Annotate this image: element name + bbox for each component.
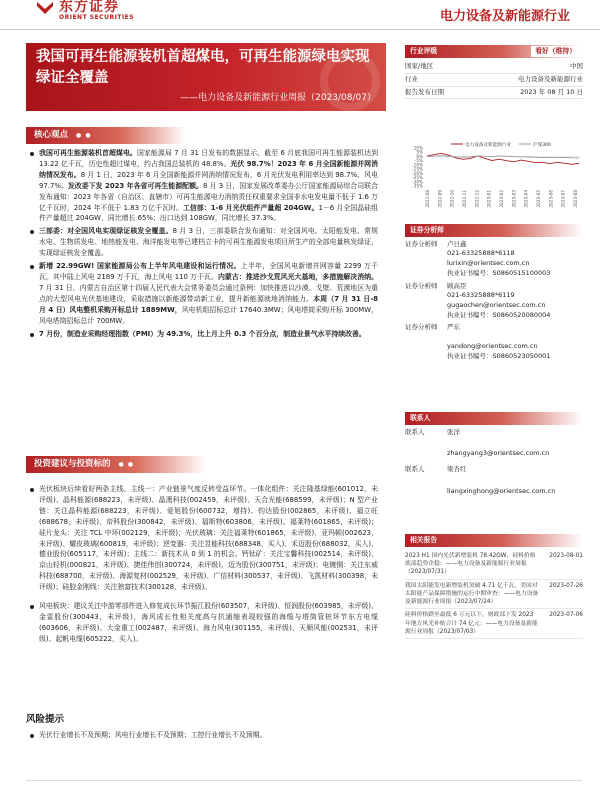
core-paragraph: [30, 329, 378, 340]
contact-list: [405, 428, 583, 496]
contact-card: [405, 428, 583, 459]
analyst-certificate: 执业证书编号：S0860520080004: [447, 310, 551, 319]
analyst-heading: [405, 224, 583, 237]
x-tick-label: 2023-03: [511, 190, 517, 208]
logo-mark-icon: [36, 0, 54, 16]
y-tick-label: -35%: [412, 183, 423, 189]
page-header: [0, 0, 600, 30]
core-paragraph: [30, 226, 378, 259]
highlight-text: 三部委：对全国风电实现绿证核发全覆盖。: [39, 227, 173, 236]
legend-label: 电力设备及新能源行业: [465, 143, 511, 148]
analyst-email[interactable]: lurixin@orientsec.com.cn: [447, 259, 530, 268]
investment-advice-label: 投资建议与投资标的: [34, 459, 111, 470]
related-heading-label: 相关报告: [410, 536, 438, 545]
core-viewpoint-label: 核心观点: [34, 130, 69, 141]
rating-panel: [405, 45, 583, 99]
y-tick-label: -25%: [412, 175, 423, 181]
contact-email[interactable]: liangxinghong@orientsec.com.cn: [447, 486, 556, 495]
body-text: 8 月 3 日，国家发展改革委办公厅国家能源局综合司联合发布通知：2023 年各省（自治区、直辖市）可再生能源电力消纳责任权重要求全国非水电发电量不低于 1.6 万亿千瓦时，2024 年不低于 1.83 万亿千瓦时。: [39, 181, 379, 212]
contact-role: 联系人: [405, 428, 425, 436]
meta-list: [405, 61, 583, 99]
performance-chart: [405, 140, 583, 215]
analyst-panel: [405, 224, 583, 365]
y-tick-label: -15%: [412, 166, 423, 172]
highlight-text: 发改委下发 2023 年各省可再生能源配额。: [67, 181, 203, 190]
body-text: 8 月 3 日，三部委联合发布通知：对全国风电、太阳能发电、常规水电、生物质发电、地热能发电、海洋能发电等已建档立卡的可再生能源发电项目所生产的全部电量核发绿证，实现绿证核发全覆盖。: [39, 227, 379, 258]
related-report-date: 2023-07-06: [549, 612, 583, 619]
meta-key: 国家/地区: [405, 62, 434, 70]
y-tick-label: -10%: [412, 162, 423, 168]
highlight-text: 我国可再生能源装机首超煤电。: [39, 149, 137, 157]
advice-paragraph: 风电板块：建议关注中游零部件进入修复成长环节振江股份(603507，未评级)、恒润股份(603985，未评级)、金雷股份(300443，未评级)，海风成长性相关度高与抗通缩表现较强的海缆与塔筒管桩环节东方电缆(603606，未评级)、大金重工(002487，未评级)、海力风电(301155，未评级)、天顺风能(002531，未评级)、起帆电缆(605222，买入)。: [30, 601, 378, 645]
body-text: 1－6 月全国晶硅组件产量超过 204GW，同比增长 65%；出口达到 108GW，同比增长 37.3%。: [39, 203, 379, 223]
x-tick-label: 2022-11: [462, 190, 467, 208]
contact-panel: [405, 412, 583, 502]
analyst-role: 证券分析师: [405, 240, 438, 248]
analyst-name: 严东: [447, 323, 460, 332]
body-text: 上半年，全国风电新增并网容量 2299 万千瓦。其中陆上风电 2189 万千瓦，海上风电 110 万千瓦。: [39, 262, 378, 281]
y-tick-label: -30%: [412, 179, 423, 185]
meta-row: [405, 74, 583, 87]
x-tick-label: 2022-12: [474, 190, 480, 208]
x-tick-label: 2022-08: [425, 190, 430, 208]
analyst-card: [405, 282, 583, 321]
y-tick-label: 10%: [413, 145, 423, 151]
related-report-date: 2023-07-26: [549, 582, 583, 589]
highlight-text: 光伏 98.7%！2023 年 6 月全国新能源并网消纳情况发布。: [39, 159, 378, 179]
related-report-item[interactable]: [405, 609, 583, 639]
related-heading: [405, 534, 583, 547]
related-list: [405, 550, 583, 639]
highlight-text: 工信部：1-6 月光伏组件产量超 204GW。: [182, 203, 319, 212]
x-tick-label: 2023-01: [486, 190, 492, 208]
related-report-title[interactable]: 硅料价格跌至最低 6 万元以下，财政部下发 2023 年地方风光补贴合计 74 亿元：——电力设备及新能源行业周报（2023/07/03）: [405, 612, 538, 635]
rating-bar: [405, 45, 583, 58]
heading-dots-icon: ● ●: [118, 461, 135, 468]
meta-key: 报告发布日期: [405, 87, 444, 96]
contact-heading: [405, 412, 583, 425]
x-tick-label: 2023-04: [523, 190, 529, 208]
analyst-name: 顾高臣: [447, 281, 467, 290]
contact-header: [405, 465, 583, 474]
contact-heading-label: 联系人: [410, 414, 431, 423]
rating-label: 行业评级: [410, 47, 438, 56]
meta-value: 中国: [570, 62, 583, 70]
legend-label: 沪深300: [533, 143, 551, 148]
series-line: [427, 153, 579, 164]
analyst-phone: 021-63325888*6119: [447, 291, 515, 300]
related-report-date: 2023-08-01: [549, 553, 583, 559]
body-text: 8 月 1 日，2023 年 6 月全国新能源并网消纳情况发布，6 月光伏发电利用率达到 98.7%、风电 97.7%。: [39, 170, 379, 190]
heading-dots-icon: ● ●: [76, 132, 92, 139]
contact-card: [405, 465, 583, 496]
analyst-card: [405, 323, 583, 361]
meta-row: [405, 61, 583, 74]
analyst-phone: 021-63325888*6118: [447, 249, 515, 258]
brand-logo: [36, 0, 134, 21]
meta-key: 行业: [405, 74, 418, 83]
highlight-text: 本周（7 月 31 日-8 月 4 日）风电整机采购开标总计 1889MW，: [39, 294, 379, 314]
x-tick-label: 2022-09: [437, 190, 443, 208]
y-tick-label: -20%: [412, 170, 423, 176]
logo-chinese-name: 东方证券: [59, 0, 119, 15]
highlight-text: 内蒙古：推进沙戈荒风光大基地，多措施解决消纳。: [217, 272, 379, 281]
contact-role: 联系人: [405, 465, 425, 474]
related-report-item[interactable]: [405, 550, 583, 580]
analyst-card: [405, 240, 583, 279]
x-tick-label: 2022-10: [449, 190, 455, 208]
analyst-role: 证券分析师: [405, 323, 438, 332]
core-viewpoint-body: [30, 148, 378, 341]
analyst-header: [405, 282, 583, 291]
investment-advice-heading: [26, 456, 206, 473]
highlight-text: 新增 22.99GW! 国家能源局公布上半年风电建设和运行情况。: [39, 262, 241, 271]
meta-value: 电力设备及新能源行业: [518, 74, 583, 83]
rating-value: 看好（维持）: [531, 46, 580, 56]
related-report-title[interactable]: 我国太阳能发电新增装机突破 4.71 亿千瓦，美国对太阳能产品保障措施的运行中期审查：——电力设备及新能源行业周报（2023/07/24）: [405, 582, 539, 606]
y-tick-label: -5%: [414, 158, 423, 164]
meta-value: 2023 年 08 月 10 日: [520, 87, 583, 96]
analyst-email[interactable]: gugaochen@orientsec.com.cn: [447, 300, 546, 309]
risk-item: 光伏行业增长不及预期；风电行业增长不及预期；工控行业增长不及预期。: [30, 730, 378, 740]
report-title-banner: [26, 43, 386, 111]
x-tick-label: 2023-07: [560, 190, 566, 208]
risk-body: [30, 730, 378, 742]
related-report-item[interactable]: [405, 580, 583, 610]
analyst-header: [405, 240, 583, 249]
core-paragraph: [30, 148, 378, 224]
series-line: [427, 156, 579, 158]
related-reports-panel: [405, 534, 583, 639]
analyst-name: 卢日鑫: [447, 240, 467, 248]
logo-english-name: ORIENT SECURITIES: [59, 14, 135, 21]
body-text: 7 月 31 日，内蒙古自治区第十四届人民代表大会常务委员会通过条例：加快推进以沙漠、戈壁、荒漠地区为重点的大型风电光伏基地建设，采取措施以新能源带动新工业，提升新能源就地消纳能力。: [39, 283, 378, 303]
industry-header-title: 电力设备及新能源行业: [439, 9, 570, 24]
risk-heading: 风险提示: [26, 714, 65, 725]
advice-paragraph: 光伏板块后续看好两条主线。主线一：产业链景气度反转受益环节。一体化组件：关注隆基绿能(601012，未评级)、晶科能源(688223，未评级)、晶澳科技(002459，未评级)、天合光能(688599，未评级)；N 型产业链：关注晶科能源(688223，未评级)、爱旭股份(600732，增持)、钧达股份(002865，未评级)、福立旺(688678，未评级)、帝科股份(300842，未评级)、福斯特(603806，未评级)、福莱特(601865，未评级)；硅片龙头：关注 TCL 中环(002129，未评级)；光伏玻璃：关注福莱特(601865，未评级)、亚玛顿(002623，未评级)、耀皮玻璃(600819，未评级)；逆变器：关注昱能科技(688348，买入)、禾迈股份(688032，买入)、德业股份(605117，未评级)；主线二：新技术从 0 到 1 的机会。钙钛矿：关注宝馨科技(002514，未评级)、京山轻机(000821，未评级)、捷佳伟创(300724，未评级)、迈为股份(300751，未评级)；电镀铜：关注东威科技(688700，未评级)、海源复材(002529，未评级)、广信材料(300537，未评级)、飞凯材料(300398，未评级)；硅胶金刚线：关注独富技术(300128，未评级)。: [30, 484, 378, 593]
contact-name: 张洋: [447, 428, 460, 436]
footer-divider: [26, 780, 582, 781]
related-report-title[interactable]: 2023 H1 国内光伏新增装机 78.42GW，硅料价格底部趋势企稳：——电力设备及新能源行业周报（2023/07/31）: [405, 553, 536, 576]
contact-email[interactable]: zhangyang3@orientsec.com.cn: [447, 449, 550, 458]
analyst-certificate: 执业证书编号：S0860515100003: [447, 268, 551, 277]
x-tick-label: 2023-02: [499, 190, 504, 208]
analyst-role: 证券分析师: [405, 281, 438, 290]
x-tick-label: 2023-08: [573, 190, 578, 208]
core-paragraph: [30, 261, 378, 326]
analyst-email[interactable]: yandong@orientsec.com.cn: [447, 342, 538, 351]
report-title: 我国可再生能源装机首超煤电，可再生能源绿电实现绿证全覆盖: [36, 49, 370, 86]
y-tick-label: 0%: [416, 153, 423, 159]
contact-name: 梁杏红: [447, 465, 467, 474]
x-tick-label: 2023-05: [536, 190, 541, 208]
analyst-heading-label: 证券分析师: [410, 226, 444, 235]
report-subtitle: ——电力设备及新能源行业周报（2023/08/07）: [180, 93, 376, 103]
meta-row: [405, 87, 583, 100]
analyst-list: [405, 240, 583, 362]
highlight-text: 7 月份，制造业采购经理指数（PMI）为 49.3%，比上月上升 0.3 个百分点，制造业景气水平持续改善。: [39, 329, 366, 338]
contact-header: [405, 428, 583, 437]
investment-advice-body: [30, 484, 378, 653]
analyst-header: [405, 323, 583, 332]
core-viewpoint-heading: [26, 127, 186, 144]
body-text: 风电机组招标总计 17640.3MW；风电塔筒采购开标 300MW，风电塔筒招标总计 700MW。: [39, 305, 378, 325]
analyst-certificate: 执业证书编号：S0860523050001: [447, 352, 551, 361]
y-tick-label: 5%: [416, 149, 423, 155]
body-text: 国家能源局 7 月 31 日发布的数据显示，截至 6 月底我国可再生能源装机达到 13.22 亿千瓦，历史性超过煤电，约占我国总装机的 48.8%。: [39, 149, 378, 168]
analyst-phone: [405, 333, 583, 343]
x-tick-label: 2023-06: [548, 190, 554, 208]
